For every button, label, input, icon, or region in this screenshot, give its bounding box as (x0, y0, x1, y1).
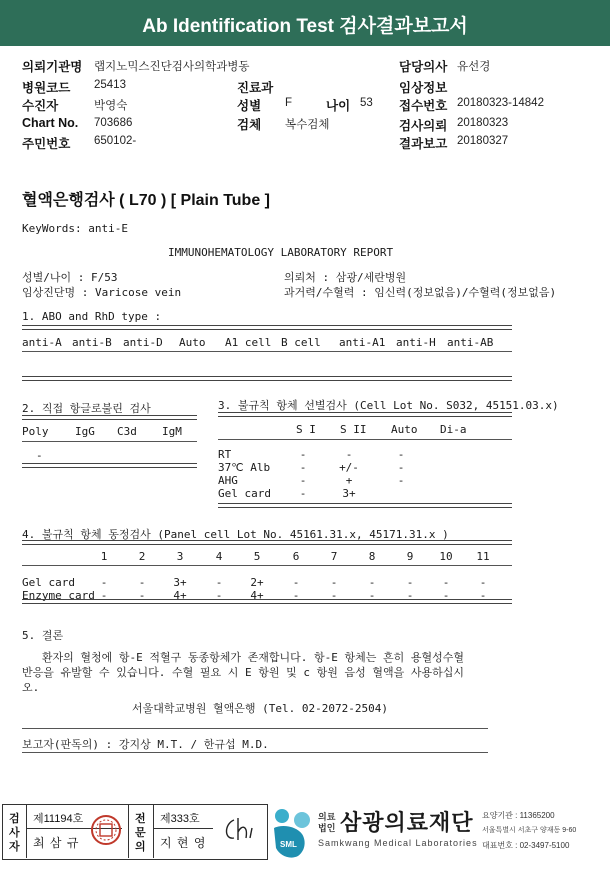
panel-cell: - (479, 589, 487, 602)
panel-col-header: 6 (292, 550, 300, 563)
divider (22, 441, 197, 442)
panel-col-header: 10 (439, 550, 453, 563)
sex-age: 성별/나이 : F/53 (22, 271, 118, 284)
panel-row-label: Gel card (22, 576, 75, 589)
panel-cell: 3+ (173, 576, 187, 589)
lab-report-title: IMMUNOHEMATOLOGY LABORATORY REPORT (168, 246, 394, 259)
screen-cell: 3+ (342, 487, 356, 500)
dat-col-c3d: C3d (117, 425, 137, 438)
abo-section-title: 1. ABO and RhD type : (22, 310, 162, 323)
value-chart-no: 703686 (94, 117, 133, 129)
label-sex: 성별 (237, 99, 262, 113)
label-hospital-code: 병원코드 (22, 81, 71, 95)
divider (218, 439, 512, 440)
panel-cell: - (330, 589, 338, 602)
panel-cell: - (215, 589, 223, 602)
sml-logo-icon (272, 804, 316, 860)
panel-cell: - (442, 589, 450, 602)
keywords: KeyWords: anti-E (22, 222, 128, 235)
divider (22, 376, 512, 381)
label-patient: 수진자 (22, 99, 59, 113)
org-english-name: Samkwang Medical Laboratories (318, 838, 478, 848)
divider (218, 412, 512, 417)
sml-logo-text: SML (280, 840, 297, 849)
screen-cell: - (397, 461, 405, 474)
specialist-license-no: 제333호 (160, 813, 200, 825)
screen-row-ahg: AHG (218, 474, 238, 487)
panel-cell: - (138, 589, 146, 602)
panel-col-header: 8 (368, 550, 376, 563)
panel-col-header: 1 (100, 550, 108, 563)
specialist-label: 전 문 의 (128, 804, 154, 858)
org-prefix-2: 법인 (318, 823, 336, 833)
footer (0, 802, 610, 871)
report-title: Ab Identification Test 검사결과보고서 (142, 16, 468, 37)
screen-section-title: 3. 불규칙 항체 선별검사 (Cell Lot No. S032, 45151.03.x) (218, 399, 559, 412)
divider (22, 415, 197, 420)
conclusion-line-2: 반응을 유발할 수 있습니다. 수혈 필요 시 E 항원 및 c 항원 음성 혈액을 사용하십시 (22, 666, 464, 679)
label-report-date: 결과보고 (399, 137, 448, 151)
label-chart-no: Chart No. (22, 116, 79, 130)
dat-col-igm: IgM (162, 425, 182, 438)
scanned-report (0, 168, 610, 768)
panel-cell: 2+ (250, 576, 264, 589)
panel-cell: - (100, 589, 108, 602)
report-section-title: 혈액은행검사 ( L70 ) [ Plain Tube ] (22, 192, 271, 209)
screen-cell: +/- (339, 461, 359, 474)
examiner-label: 검 사 자 (4, 804, 27, 858)
label-doctor: 담당의사 (399, 60, 448, 74)
org-prefix-1: 의료 (318, 812, 336, 822)
value-patient: 박영숙 (94, 100, 128, 112)
panel-cell: - (368, 576, 376, 589)
screen-cell: - (299, 474, 307, 487)
panel-cell: - (479, 576, 487, 589)
label-resident-no: 주민번호 (22, 137, 71, 151)
label-institution: 의뢰기관명 (22, 60, 83, 74)
panel-col-header: 7 (330, 550, 338, 563)
org-address: 서울특별시 서초구 양재동 9-60 (482, 827, 577, 834)
divider (22, 325, 512, 330)
divider (153, 828, 213, 829)
panel-section-title: 4. 불규칙 항체 동정검사 (Panel cell Lot No. 45161.31.x, 45171.31.x ) (22, 528, 449, 541)
abo-col-b-cell: B cell (281, 336, 321, 349)
value-institution: 랩지노믹스진단검사의학과병동 (94, 61, 250, 73)
divider (22, 565, 512, 566)
abo-col-anti-ab: anti-AB (447, 336, 494, 349)
divider (22, 728, 488, 729)
screen-cell: - (299, 461, 307, 474)
screen-row-gel: Gel card (218, 487, 271, 500)
screen-cell: - (299, 448, 307, 461)
screen-cell: - (345, 448, 353, 461)
abo-col-auto: Auto (179, 336, 206, 349)
conclusion-line-3: 오. (22, 681, 40, 694)
divider (22, 540, 512, 545)
value-resident-no: 650102- (94, 135, 137, 147)
hospital-contact: 서울대학교병원 혈액은행 (Tel. 02-2072-2504) (132, 702, 388, 715)
panel-cell: - (292, 576, 300, 589)
divider (22, 752, 488, 753)
value-report-date: 20180327 (457, 135, 509, 147)
screen-col-auto: Auto (391, 423, 418, 436)
value-sex: F (285, 97, 293, 109)
examiner-seal-icon (90, 814, 122, 846)
institution-code: 요양기관 : 11365200 (482, 811, 555, 820)
examiner-name: 최 삼 규 (33, 836, 80, 850)
divider (22, 351, 512, 352)
value-hospital-code: 25413 (94, 79, 126, 91)
transfusion-history: 과거력/수혈력 : 임신력(정보없음)/수혈력(정보없음) (284, 286, 557, 299)
divider (22, 599, 512, 604)
panel-cell: - (100, 576, 108, 589)
signature-icon (220, 814, 260, 846)
value-request-date: 20180323 (457, 117, 509, 129)
label-request-date: 검사의뢰 (399, 119, 448, 133)
requester: 의뢰처 : 삼광/세란병원 (284, 271, 407, 284)
screen-cell: - (397, 474, 405, 487)
label-specimen: 검체 (237, 118, 262, 132)
screen-col-s2: S II (340, 423, 367, 436)
value-receipt-no: 20180323-14842 (457, 97, 544, 109)
value-specimen: 복수검체 (285, 119, 330, 131)
abo-col-anti-h: anti-H (396, 336, 436, 349)
panel-cell: 4+ (173, 589, 187, 602)
panel-col-header: 5 (253, 550, 261, 563)
panel-cell: - (406, 589, 414, 602)
panel-cell: - (292, 589, 300, 602)
label-clinical-info: 임상정보 (399, 81, 448, 95)
org-phone: 대표번호 : 02-3497-5100 (482, 841, 570, 850)
abo-col-anti-a: anti-A (22, 336, 62, 349)
dat-result: - (36, 449, 43, 462)
abo-col-anti-b: anti-B (72, 336, 112, 349)
panel-cell: 4+ (250, 589, 264, 602)
panel-col-header: 9 (406, 550, 414, 563)
abo-col-a1-cell: A1 cell (225, 336, 272, 349)
value-age: 53 (360, 97, 373, 109)
screen-col-dia: Di-a (440, 423, 467, 436)
panel-cell: - (138, 576, 146, 589)
dat-col-poly: Poly (22, 425, 49, 438)
screen-row-rt: RT (218, 448, 232, 461)
org-name: 삼광의료재단 (340, 810, 474, 835)
screen-cell: - (299, 487, 307, 500)
panel-cell: - (215, 576, 223, 589)
panel-col-header: 2 (138, 550, 146, 563)
examiner-license-no: 제11194호 (33, 813, 84, 825)
divider (218, 503, 512, 508)
panel-col-header: 4 (215, 550, 223, 563)
screen-cell: - (397, 448, 405, 461)
panel-cell: - (330, 576, 338, 589)
screen-row-alb: 37℃ Alb (218, 461, 271, 474)
panel-col-header: 3 (176, 550, 184, 563)
screen-cell: + (345, 474, 353, 487)
value-doctor: 유선경 (457, 61, 491, 73)
panel-cell: - (368, 589, 376, 602)
divider (22, 463, 197, 468)
label-receipt-no: 접수번호 (399, 99, 448, 113)
dat-col-igg: IgG (75, 425, 95, 438)
abo-col-anti-a1: anti-A1 (339, 336, 386, 349)
panel-row-label: Enzyme card (22, 589, 95, 602)
label-age: 나이 (326, 99, 351, 113)
screen-col-s1: S I (296, 423, 316, 436)
conclusion-title: 5. 결론 (22, 629, 64, 642)
panel-cell: - (442, 576, 450, 589)
conclusion-line-1: 환자의 혈청에 항-E 적혈구 동종항체가 존재합니다. 항-E 항체는 흔히 용혈성수혈 (22, 651, 464, 664)
specialist-name: 지 현 영 (160, 836, 207, 850)
panel-col-header: 11 (476, 550, 490, 563)
reporter: 보고자(판독의) : 강지상 M.T. / 한규섭 M.D. (22, 738, 269, 751)
panel-cell: - (406, 576, 414, 589)
report-header-bar (0, 0, 610, 46)
abo-col-anti-d: anti-D (123, 336, 163, 349)
dat-section-title: 2. 직접 항글로불린 검사 (22, 402, 151, 415)
label-department: 진료과 (237, 81, 274, 95)
clinical-diagnosis: 임상진단명 : Varicose vein (22, 286, 182, 299)
